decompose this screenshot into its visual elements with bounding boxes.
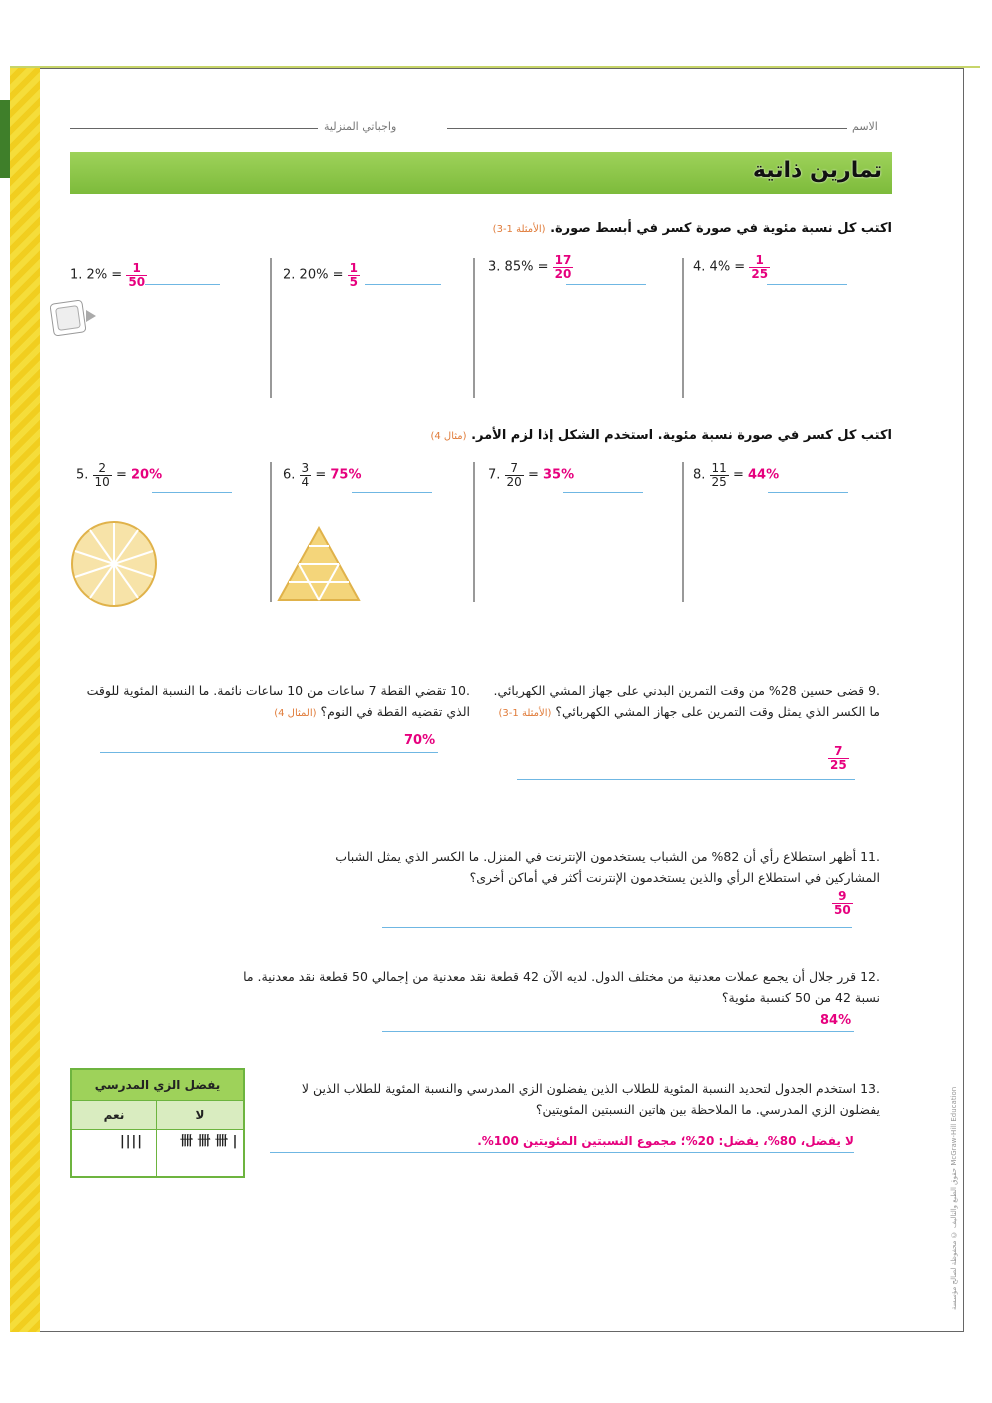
question-text: قضى حسين 28% من وقت التمرين البدني على جهاز المشي الكهربائي. ما الكسر الذي يمثل وقت التمرين على جهاز المشي الكهربائي؟: [493, 683, 880, 719]
denominator: 20: [506, 474, 522, 489]
title-banner: [70, 152, 892, 194]
denominator: 20: [554, 266, 572, 281]
numerator: 17: [554, 253, 572, 267]
answer-value: 75%: [330, 467, 362, 483]
answer-value: 20%: [131, 467, 163, 483]
item-4: [693, 254, 770, 280]
answer-value: 35%: [543, 467, 575, 483]
item-2: [283, 262, 360, 288]
answer-line: [767, 284, 847, 285]
q10-answer: 70%: [404, 733, 436, 748]
column-divider: [473, 462, 475, 602]
item-number: 6.: [283, 467, 296, 483]
answer-value: 44%: [748, 467, 780, 483]
item-8: [693, 462, 779, 488]
section1-instruction-text: اكتب كل نسبة مئوية في صورة كسر في أبسط صورة.: [550, 221, 892, 236]
homework-label: واجباتي المنزلية: [324, 120, 397, 133]
question-ref: (الأمثلة 1-3): [498, 708, 552, 719]
column-divider: [682, 258, 684, 398]
question-9: [488, 680, 880, 724]
q12-answer: 84%: [820, 1013, 852, 1028]
question-text: استخدم الجدول لتحديد النسبة المئوية للطلاب الذين يفضلون الزي المدرسي والنسبة المئوية للطلاب الذين لا يفضلون الزي المدرسي. ما الملاحظة بين هاتين النسبتين المئويتين؟: [301, 1081, 880, 1117]
column-divider: [682, 462, 684, 602]
column-divider: [270, 258, 272, 398]
question-text: أظهر استطلاع رأي أن 82% من الشباب يستخدمون الإنترنت في المنزل. ما الكسر الذي يمثل الشباب المشاركين في استطلاع الرأي والذين يستخدمون الإنترنت أكثر في أماكن أخرى؟: [335, 849, 880, 885]
section2-ref: (مثال 4): [430, 431, 467, 442]
numerator: 1: [349, 261, 358, 275]
question-text: قرر جلال أن يجمع عملات معدنية من مختلف الدول. لديه الآن 42 قطعة نقد معدنية من إجمالي 50 قطعة نقد معدنية. ما نسبة 42 من 50 كنسبة مئوية؟: [243, 969, 880, 1005]
denominator: 50: [128, 274, 146, 289]
column-divider: [270, 462, 272, 602]
q13-answer: لا يفضل، 80%، يفضل: 20%؛ مجموع النسبتين المئويتين 100%.: [477, 1134, 854, 1148]
item-expression: 4% =: [709, 259, 746, 275]
online-resource-icon: [48, 298, 100, 340]
denominator: 10: [94, 474, 110, 489]
copyright-margin-note: حقوق الطبع والتأليف © محفوظة لصالح مؤسسة McGraw-Hill Education: [950, 1086, 958, 1310]
answer-line: [382, 1031, 854, 1032]
tally-table: [70, 1068, 245, 1178]
triangle-figure: [277, 526, 361, 602]
question-fraction: [300, 462, 312, 488]
denominator: 25: [751, 266, 769, 281]
item-number: 4.: [693, 259, 706, 275]
numerator: 7: [505, 462, 524, 476]
answer-line: [352, 492, 432, 493]
question-text: تقضي القطة 7 ساعات من 10 ساعات نائمة. ما النسبة المئوية للوقت الذي تقضيه القطة في النوم؟: [86, 683, 470, 719]
answer-fraction: [348, 262, 360, 288]
question-13: [260, 1078, 880, 1120]
item-5: [76, 462, 162, 488]
section2-instruction: [92, 428, 892, 443]
item-expression: 85% =: [504, 259, 549, 275]
numerator: 2: [93, 462, 112, 476]
question-number: .9: [868, 683, 880, 698]
table-header-row: [72, 1100, 243, 1130]
table-title: يفضل الزي المدرسي: [72, 1070, 243, 1100]
numerator: 3: [301, 461, 310, 475]
item-number: 8.: [693, 467, 706, 483]
section1-ref: (الأمثلة 1-3): [492, 224, 546, 235]
item-number: 2.: [283, 267, 296, 283]
question-11: [280, 846, 880, 888]
numerator: 7: [828, 745, 849, 759]
tally-yes: ||||: [120, 1134, 143, 1149]
q9-answer-fraction: [828, 745, 849, 771]
numerator: 9: [832, 890, 853, 904]
equals-sign: =: [732, 467, 744, 483]
question-fraction: [505, 462, 524, 488]
question-fraction: [93, 462, 112, 488]
denominator: 50: [834, 902, 851, 917]
column-divider: [473, 258, 475, 398]
numerator: 1: [749, 254, 770, 268]
item-number: 5.: [76, 467, 89, 483]
page-title: تمارين ذاتية: [752, 158, 882, 183]
answer-line: [270, 1152, 854, 1153]
question-number: .11: [860, 849, 880, 864]
item-3: [488, 254, 573, 280]
question-ref: (المثال 4): [274, 708, 317, 719]
item-6: [283, 462, 362, 488]
equals-sign: =: [115, 467, 127, 483]
answer-line: [365, 284, 441, 285]
answer-line: [100, 752, 438, 753]
question-12: [240, 966, 880, 1008]
table-column-divider: [156, 1130, 157, 1176]
question-number: .13: [860, 1081, 880, 1096]
answer-line: [566, 284, 646, 285]
denominator: 4: [301, 474, 310, 489]
q11-answer-fraction: [832, 890, 853, 916]
answer-fraction: [553, 254, 574, 280]
circle-pie-figure: [70, 520, 158, 608]
item-1: [70, 262, 147, 288]
col-no-header: لا: [156, 1101, 243, 1129]
section2-instruction-text: اكتب كل كسر في صورة نسبة مئوية. استخدم الشكل إذا لزم الأمر.: [471, 428, 892, 443]
name-line: [447, 128, 847, 129]
answer-fraction: [126, 262, 147, 288]
tally-no: 卌 卌 卌 |: [180, 1134, 238, 1149]
denominator: 25: [711, 474, 727, 489]
col-yes-header: نعم: [103, 1108, 125, 1122]
item-expression: 20% =: [299, 267, 344, 283]
answer-line: [152, 492, 232, 493]
answer-line: [382, 927, 852, 928]
question-number: .12: [860, 969, 880, 984]
denominator: 25: [830, 757, 847, 772]
name-label: الاسم: [852, 120, 878, 133]
equals-sign: =: [527, 467, 539, 483]
answer-line: [563, 492, 643, 493]
numerator: 1: [126, 262, 147, 276]
answer-fraction: [749, 254, 770, 280]
item-7: [488, 462, 574, 488]
item-expression: 2% =: [86, 267, 123, 283]
answer-line: [517, 779, 855, 780]
question-fraction: [710, 462, 729, 488]
item-number: 3.: [488, 259, 501, 275]
homework-line: [70, 128, 318, 129]
yellow-side-strip: [10, 68, 40, 1332]
item-number: 7.: [488, 467, 501, 483]
question-10: [70, 680, 470, 724]
answer-line: [145, 284, 220, 285]
denominator: 5: [349, 274, 358, 289]
green-side-tab: [0, 100, 10, 178]
section1-instruction: [92, 221, 892, 236]
item-number: 1.: [70, 267, 83, 283]
equals-sign: =: [315, 467, 327, 483]
answer-line: [768, 492, 848, 493]
numerator: 11: [711, 461, 727, 475]
question-number: .10: [450, 683, 470, 698]
